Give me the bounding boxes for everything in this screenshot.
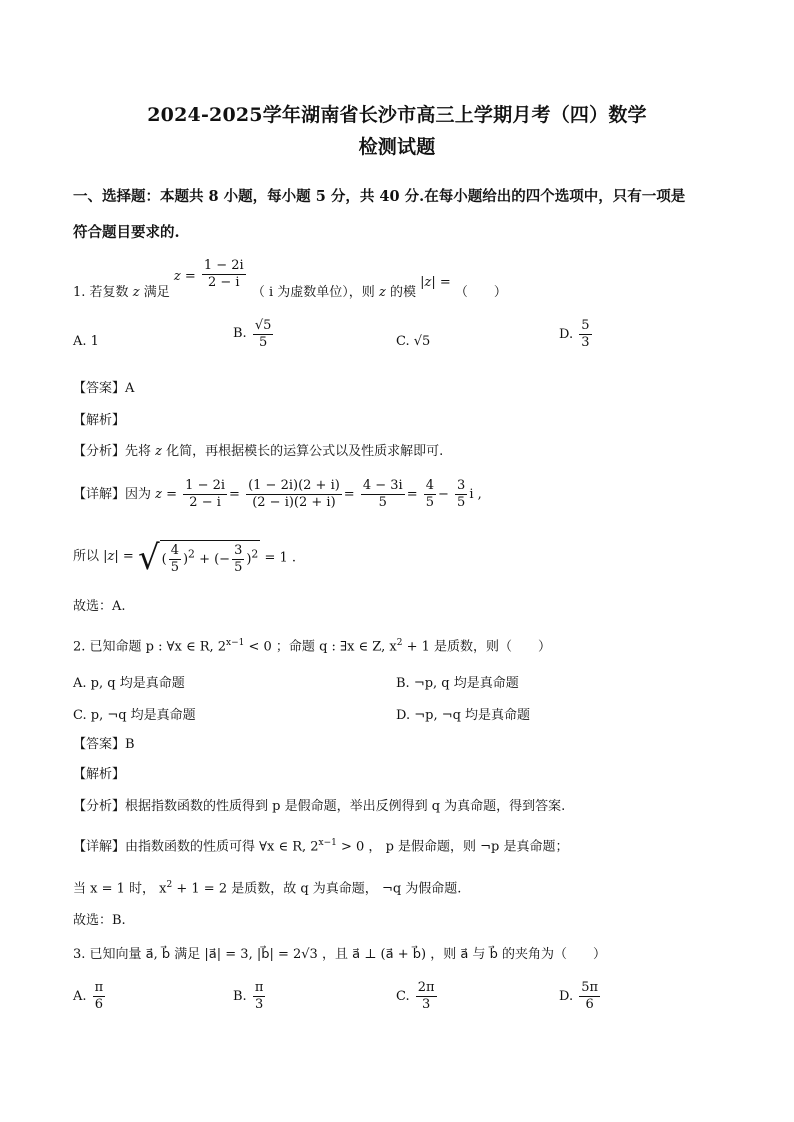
q3-optc-num: 2π [417, 980, 435, 995]
q1-d-f4-den: 5 [425, 495, 434, 510]
q1-d-f3-num: 4 − 3i [362, 478, 403, 493]
q3-optd-num: 5π [581, 980, 599, 995]
q2-fenxi: 【分析】根据指数函数的性质得到 p 是假命题，举出反例得到 q 为真命题，得到答案. [73, 799, 566, 814]
q3-optb-frac [253, 980, 266, 1013]
q1-optb-num: √5 [254, 318, 272, 333]
q3-opta-num: π [94, 980, 104, 995]
question-2-stem [73, 634, 551, 656]
q1-option-d [559, 318, 594, 351]
q1-d-f3-den: 5 [378, 495, 387, 510]
q3-optb-den: 3 [254, 997, 264, 1012]
q1-z-lhs: z = [173, 269, 196, 284]
sqrt-icon: √ [137, 538, 160, 578]
q1-optd-label: D. [559, 327, 574, 342]
q2-choose: 故选：B. [73, 913, 126, 928]
q1-optc-label: C. [396, 334, 410, 349]
q1-optb-den: 5 [258, 335, 268, 350]
q1-d-f1-den: 2 − i [189, 495, 221, 510]
q2-detail-sup: x−1 [318, 838, 337, 848]
q1-optd-den: 3 [581, 335, 590, 350]
q2-stem-c: + 1 是质数，则（ ） [402, 639, 552, 655]
q1-optd-frac [579, 318, 591, 351]
q2-when [73, 876, 461, 898]
question-3-stem: 3. 已知向量 a⃗, b⃗ 满足 |a⃗| = 3, |b⃗| = 2√3 ，且 a⃗ ⊥ (a⃗ + b⃗) ，则 a⃗ 与 b⃗ 的夹角为（ ） [73, 947, 606, 962]
q1-optc-val: √5 [413, 334, 431, 349]
q3-optd-den: 6 [585, 997, 594, 1012]
q2-when-b: + 1 = 2 是质数，故 q 为真命题， ¬q 为假命题. [172, 881, 462, 897]
q1-d-f4 [424, 478, 436, 511]
q2-sup-a: x−1 [226, 638, 245, 648]
q1-modulus-line [73, 540, 296, 586]
q1-detail: 【详解】因为 z = $\frac{1 - 2i}{2 - i}$ = $\frac{(1 - 2i)(2 + i)}{(2 - i)(2 + i)}$ = $\frac{4 - 3i}{5}$ = $\frac{4}{5}$ − $\frac{3}{5}$ i , [73, 478, 482, 510]
q1-d-f5 [455, 478, 467, 511]
q2-detail-b: > 0 ， p 是假命题，则 ¬p 是真命题； [336, 839, 569, 855]
q1-detail-prefix: 【详解】因为 [73, 487, 152, 502]
var-z2: z [378, 285, 386, 300]
q3-option-c [396, 980, 439, 1013]
q1-d-f1-num: 1 − 2i [185, 478, 226, 493]
q1-d-f2-den: (2 − i)(2 + i) [252, 495, 336, 510]
var-z: z [132, 285, 140, 300]
q1-r-f1 [169, 543, 181, 576]
q1-d-f3 [361, 478, 405, 511]
q1-option-b [233, 318, 275, 351]
q3-optb-num: π [254, 980, 264, 995]
q1-d-f2 [246, 478, 342, 511]
q1-r-f2 [232, 543, 244, 576]
q3-opta-frac [93, 980, 106, 1013]
q2-when-sup: 2 [166, 880, 173, 890]
q1-d-f5-den: 5 [457, 495, 466, 510]
q1-den: 2 − i [207, 275, 240, 290]
q1-r-f2-den: 5 [234, 560, 243, 575]
q1-num: 1 − 2i [203, 258, 244, 273]
q1-mid: 满足 [143, 285, 170, 300]
q3-option-b [233, 980, 267, 1013]
q3-option-a [73, 980, 107, 1013]
q1-optb-frac [253, 318, 274, 351]
q1-analysis: 【解析】 [73, 413, 126, 428]
doc-title-line1: 2024-2025学年湖南省长沙市高三上学期月考（四）数学 [147, 104, 647, 126]
doc-title-line2: 检测试题 [358, 136, 436, 158]
q3-optc-den: 3 [422, 997, 431, 1012]
q1-choose: 故选：A. [73, 599, 126, 614]
q1-fraction [202, 258, 246, 291]
q1-r-f1-num: 4 [170, 543, 179, 558]
q2-analysis: 【解析】 [73, 767, 126, 782]
q2-sup-b: 2 [396, 638, 403, 648]
q1-optb-label: B. [233, 326, 247, 341]
q1-fenxi-a: 【分析】先将 [73, 444, 152, 459]
q3-optb-label: B. [233, 989, 247, 1004]
q2-option-a: A. p, q 均是真命题 [73, 676, 185, 691]
q1-mod-label: 的模 [389, 285, 416, 300]
q1-d-f1 [183, 478, 227, 511]
q2-option-d: D. ¬p, ¬q 均是真命题 [396, 708, 531, 723]
var-z4: z = [155, 487, 178, 502]
q1-note: （ i 为虚数单位），则 [251, 285, 375, 300]
q1-fenxi-b: 化简，再根据模长的运算公式以及性质求解即可. [166, 444, 444, 459]
q1-optd-num: 5 [581, 318, 590, 333]
section-heading: 一、选择题：本题共 8 小题，每小题 5 分，共 40 分.在每小题给出的四个选项中，只有一项是 [73, 188, 686, 205]
q1-r-f2-num: 3 [234, 543, 243, 558]
q3-optd-label: D. [559, 989, 574, 1004]
section-heading-cont: 符合题目要求的. [73, 224, 180, 241]
q1-d-f5-num: 3 [457, 478, 466, 493]
var-z3: z [155, 444, 163, 459]
q3-optd-frac [579, 980, 600, 1013]
q1-r-f1-den: 5 [170, 560, 179, 575]
q2-detail [73, 834, 569, 856]
q1-mod: |z| = [420, 275, 451, 290]
q2-option-c: C. p, ¬q 均是真命题 [73, 708, 196, 723]
q1-d-f2-num: (1 − 2i)(2 + i) [248, 478, 340, 493]
q3-optc-frac [416, 980, 437, 1013]
q1-answer: 【答案】A [73, 381, 135, 396]
q2-answer: 【答案】B [73, 737, 135, 752]
q2-when-a: 当 x = 1 时， x [73, 881, 167, 897]
q2-detail-a: 【详解】由指数函数的性质可得 ∀x ∈ R, 2 [73, 839, 319, 855]
q2-stem-a: 2. 已知命题 p : ∀x ∈ R, 2 [73, 639, 227, 655]
q2-option-b: B. ¬p, q 均是真命题 [396, 676, 519, 691]
q1-d-f4-num: 4 [425, 478, 434, 493]
question-1-stem [73, 260, 507, 304]
q3-option-d [559, 980, 602, 1013]
q3-opta-label: A. [73, 989, 87, 1004]
q3-optc-label: C. [396, 989, 410, 1004]
q1-mod-expr: |z| = [103, 548, 134, 564]
q1-suoyi: 所以 [73, 548, 100, 564]
q1-option-c [396, 334, 430, 349]
q1-mod-result: = 1 . [264, 550, 297, 566]
q3-opta-den: 6 [94, 997, 104, 1012]
q2-stem-b: < 0 ；命题 q : ∃x ∈ Z, x [244, 639, 397, 655]
q1-root: ( $\frac{4}{5}$ )$^2$ + (− $\frac{3}{5}$ )$^2$ [160, 540, 261, 576]
q1-prefix: 1. 若复数 [73, 285, 129, 300]
q1-paren: （ ） [454, 285, 507, 300]
q1-fenxi [73, 443, 443, 461]
q1-option-a: A. 1 [73, 334, 99, 349]
